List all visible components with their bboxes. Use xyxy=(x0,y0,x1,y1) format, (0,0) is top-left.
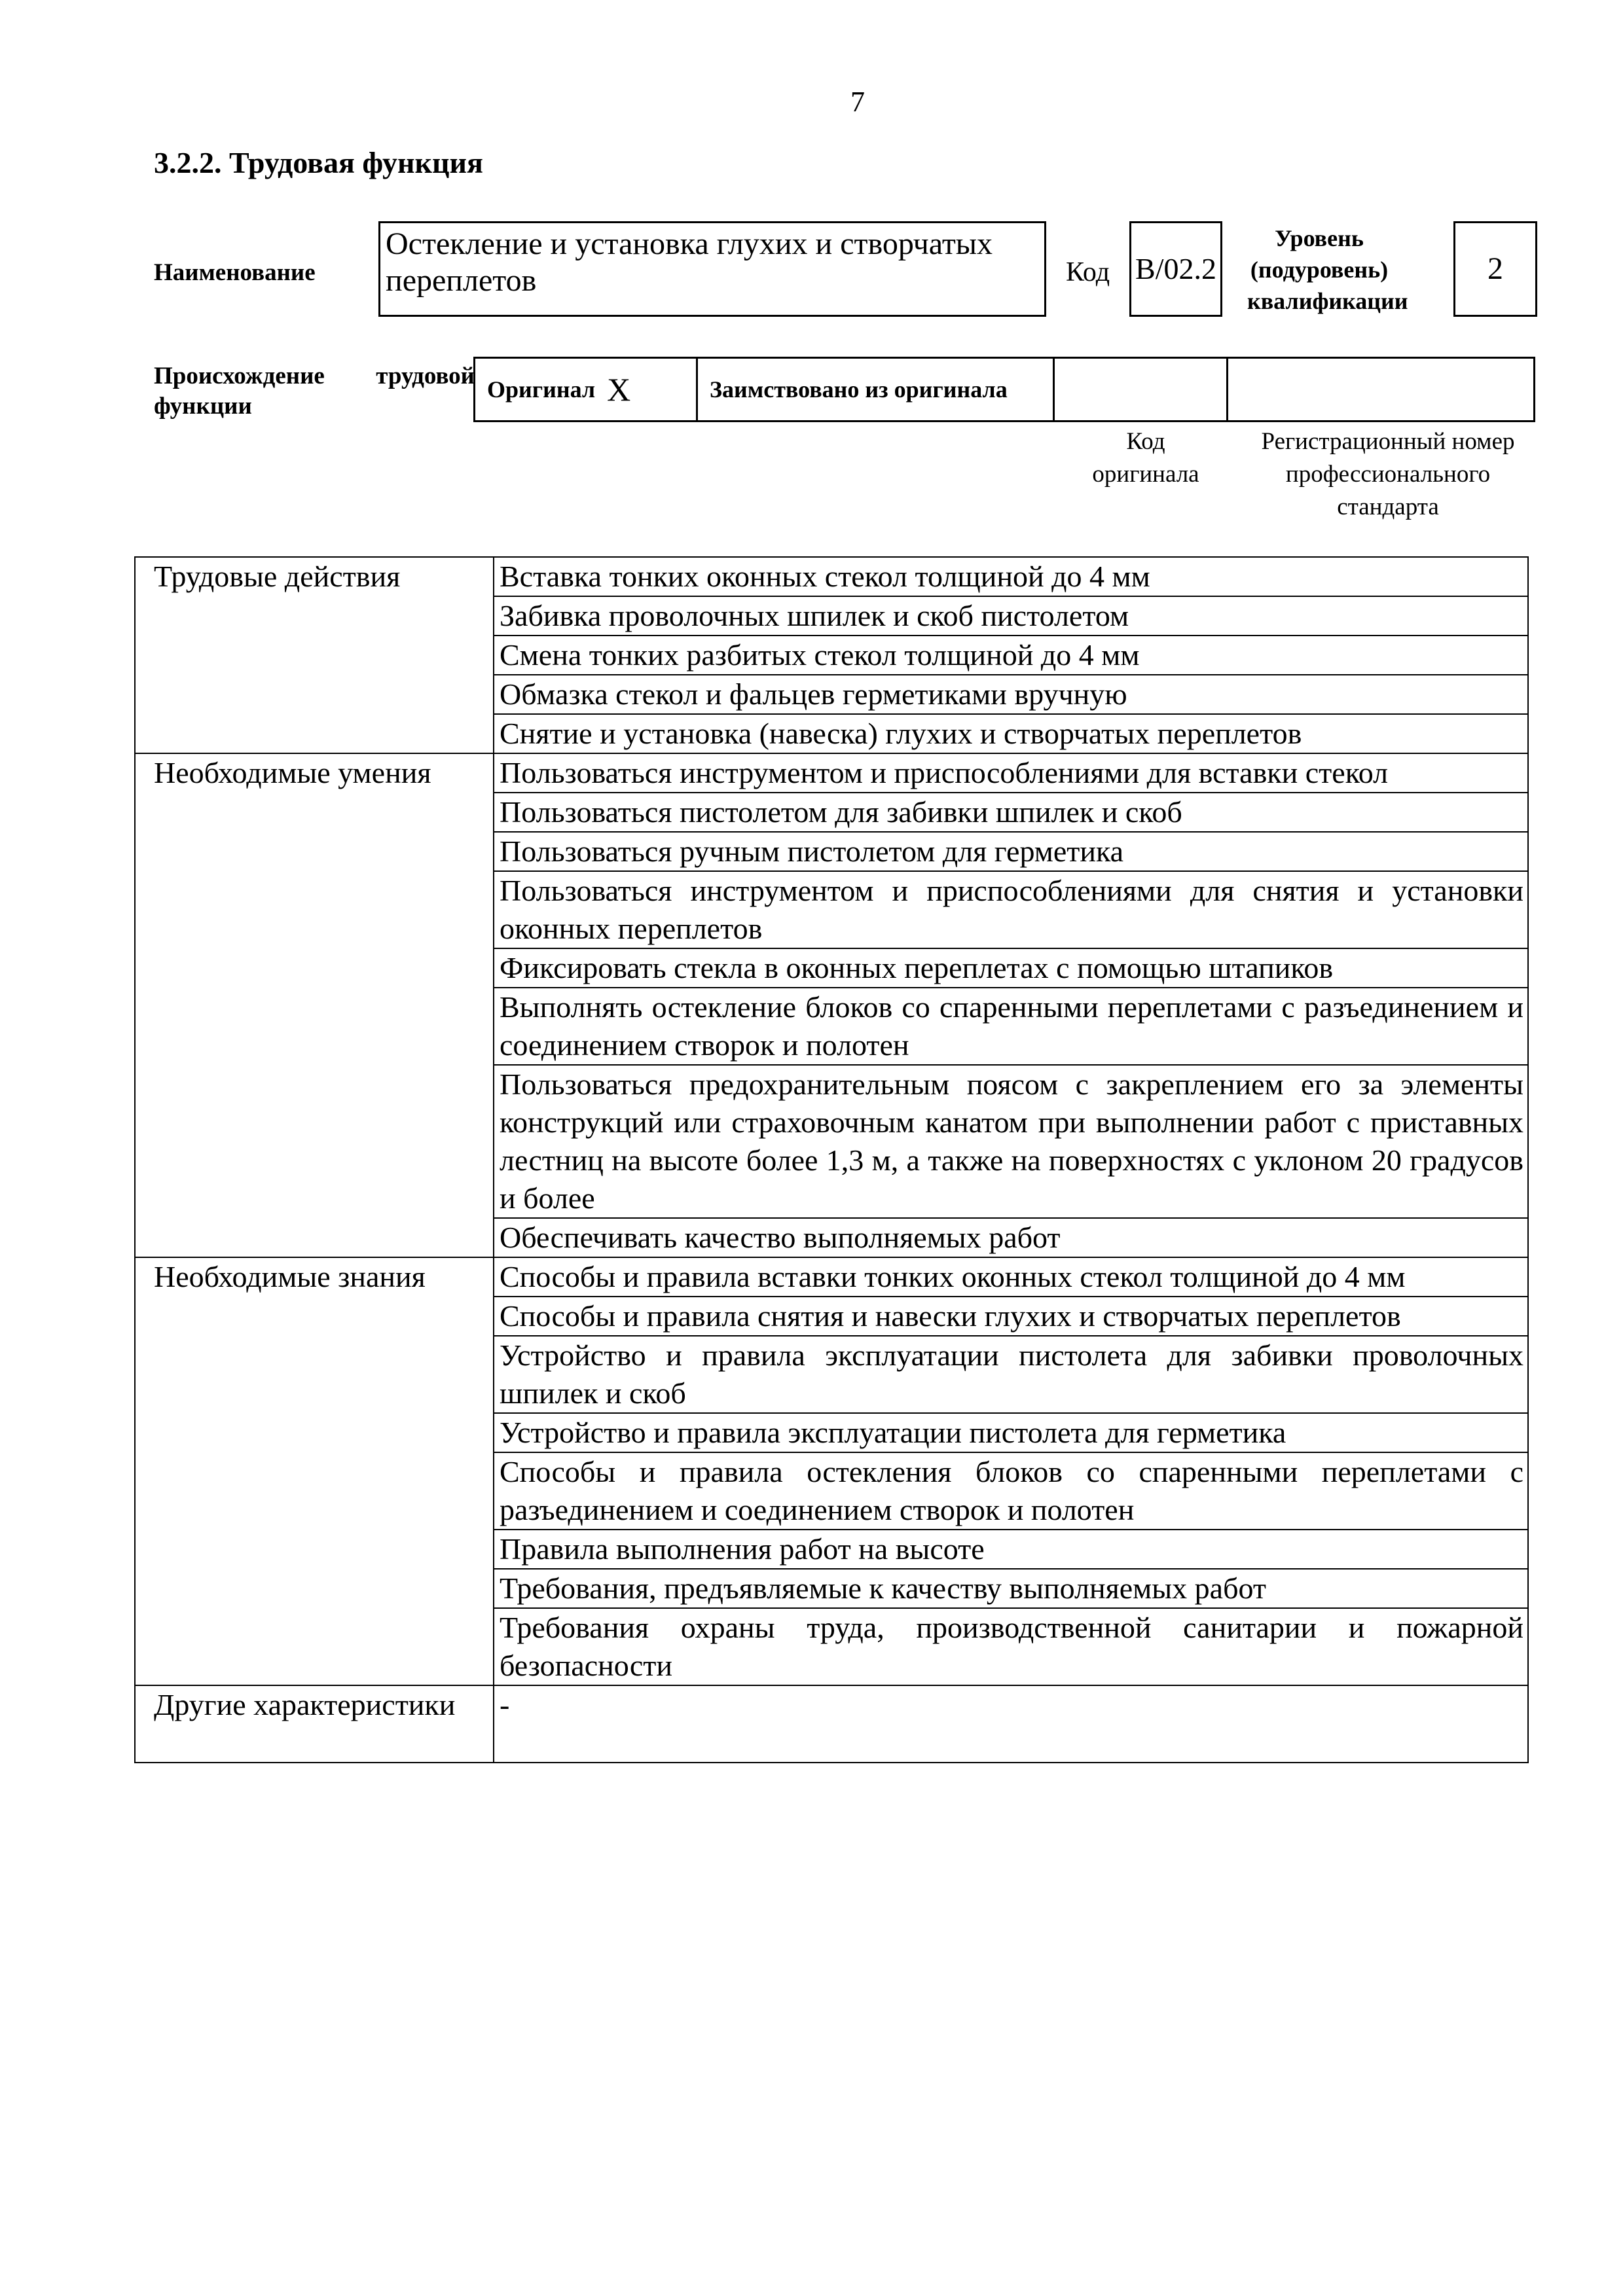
section-title: 3.2.2. Трудовая функция xyxy=(154,146,483,179)
registration-caption-line-1: Регистрационный номер xyxy=(1261,428,1515,455)
table-cell: Способы и правила вставки тонких оконных стекол толщиной до 4 мм xyxy=(494,1257,1528,1297)
registration-caption-line-3: стандарта xyxy=(1337,493,1439,520)
knowledge-label: Необходимые знания xyxy=(135,1257,494,1685)
other-label: Другие характеристики xyxy=(135,1685,494,1763)
origin-label-line-2: функции xyxy=(154,393,252,420)
skills-label: Необходимые умения xyxy=(135,753,494,1257)
table-cell: Устройство и правила эксплуатации пистолета для герметика xyxy=(494,1413,1528,1452)
table-cell: Пользоваться пистолетом для забивки шпилек и скоб xyxy=(494,793,1528,832)
table-row xyxy=(135,1257,1528,1297)
origin-label-word-2: трудовой xyxy=(376,363,475,389)
code-label: Код xyxy=(1066,257,1110,287)
function-details-table xyxy=(134,556,1529,1763)
origin-table xyxy=(473,357,1535,422)
table-cell: Смена тонких разбитых стекол толщиной до 4 мм xyxy=(494,636,1528,675)
registration-number-cell xyxy=(1228,359,1533,420)
level-label-line-3: квалификации xyxy=(1247,288,1408,314)
table-cell: Фиксировать стекла в оконных переплетах с помощью штапиков xyxy=(494,948,1528,988)
function-name-box: Остекление и установка глухих и створчатых переплетов xyxy=(378,221,1046,317)
table-row xyxy=(135,753,1528,793)
original-code-cell xyxy=(1055,359,1228,420)
table-cell: Пользоваться ручным пистолетом для герметика xyxy=(494,832,1528,871)
table-cell: Устройство и правила эксплуатации пистолета для забивки проволочных шпилек и скоб xyxy=(494,1336,1528,1413)
table-cell: Требования, предъявляемые к качеству выполняемых работ xyxy=(494,1569,1528,1608)
original-mark: X xyxy=(607,371,631,408)
original-label: Оригинал xyxy=(487,376,596,403)
table-cell: Способы и правила остекления блоков со спаренными переплетами с разъединением и соединением створок и полотен xyxy=(494,1452,1528,1530)
level-label-line-1: Уровень xyxy=(1275,225,1364,251)
page-number: 7 xyxy=(850,86,865,118)
code-box: B/02.2 xyxy=(1129,221,1222,317)
origin-label xyxy=(154,361,475,422)
table-row xyxy=(135,557,1528,596)
table-cell: Снятие и установка (навеска) глухих и створчатых переплетов xyxy=(494,714,1528,753)
table-cell: - xyxy=(494,1685,1528,1763)
registration-caption-line-2: профессионального xyxy=(1285,461,1491,488)
original-code-caption-line-2: оригинала xyxy=(1092,461,1199,488)
table-cell: Требования охраны труда, производственной санитарии и пожарной безопасности xyxy=(494,1608,1528,1685)
table-row xyxy=(135,1685,1528,1763)
origin-label-line-1 xyxy=(154,361,475,391)
table-cell: Выполнять остекление блоков со спаренными переплетами с разъединением и соединением створок и полотен xyxy=(494,988,1528,1065)
table-cell: Вставка тонких оконных стекол толщиной до 4 мм xyxy=(494,557,1528,596)
level-box: 2 xyxy=(1453,221,1537,317)
table-cell: Обмазка стекол и фальцев герметиками вручную xyxy=(494,675,1528,714)
table-cell: Обеспечивать качество выполняемых работ xyxy=(494,1218,1528,1257)
table-cell: Пользоваться предохранительным поясом с закреплением его за элементы конструкций или страховочным канатом при выполнении работ с приставных лестниц на высоте более 1,3 м, а также на поверхностях с уклоном 20 градусов и более xyxy=(494,1065,1528,1218)
borrowed-cell: Заимствовано из оригинала xyxy=(698,359,1055,420)
table-cell: Правила выполнения работ на высоте xyxy=(494,1530,1528,1569)
actions-label: Трудовые действия xyxy=(135,557,494,753)
table-cell: Способы и правила снятия и навески глухих и створчатых переплетов xyxy=(494,1297,1528,1336)
table-cell: Забивка проволочных шпилек и скоб пистолетом xyxy=(494,596,1528,636)
original-cell xyxy=(475,359,698,420)
registration-caption xyxy=(1231,425,1545,524)
level-label-line-2: (подуровень) xyxy=(1250,257,1389,283)
table-cell: Пользоваться инструментом и приспособлениями для снятия и установки оконных переплетов xyxy=(494,871,1528,948)
original-code-caption-line-1: Код xyxy=(1126,428,1165,455)
name-label: Наименование xyxy=(154,259,316,286)
original-code-caption xyxy=(1074,425,1218,491)
table-cell: Пользоваться инструментом и приспособлениями для вставки стекол xyxy=(494,753,1528,793)
origin-label-word-1: Происхождение xyxy=(154,363,325,389)
level-label xyxy=(1247,223,1408,317)
